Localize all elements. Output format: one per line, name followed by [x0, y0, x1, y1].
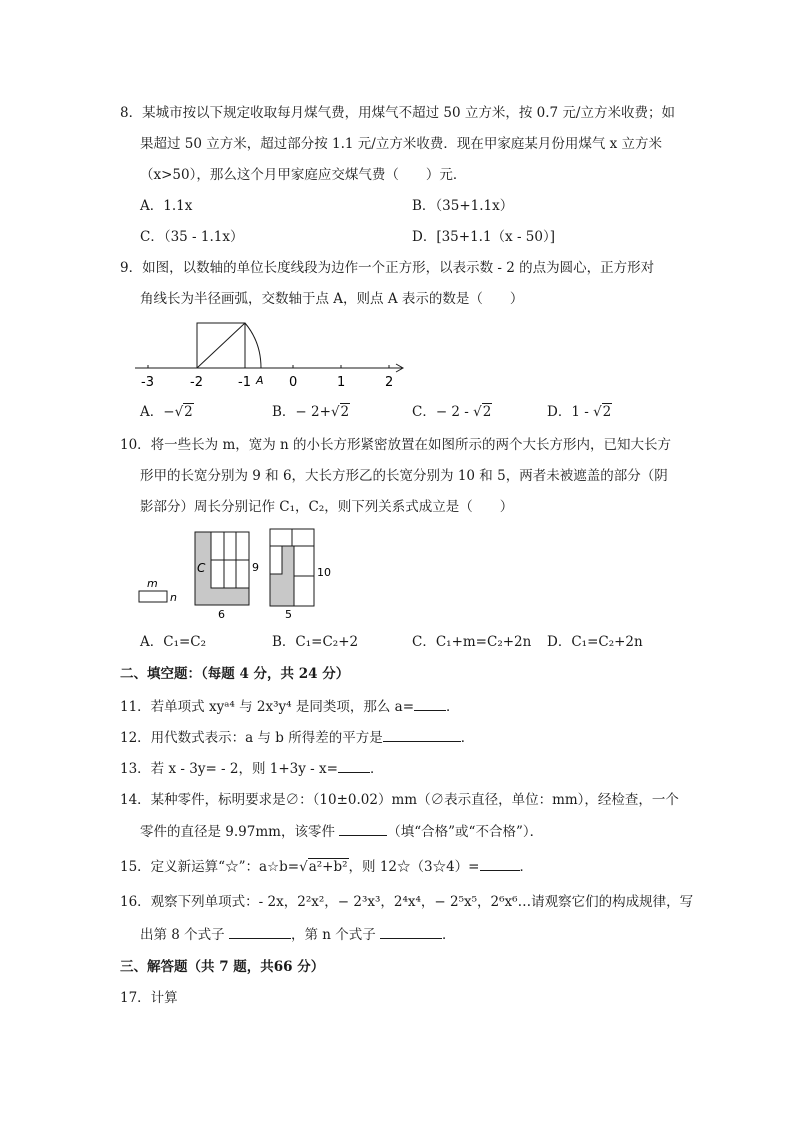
- q15-end: ．: [519, 859, 533, 875]
- q11-end: ．: [446, 699, 460, 715]
- answer-blank[interactable]: [229, 925, 291, 939]
- tick-label-neg1: -1: [238, 375, 251, 390]
- q13-text: 13．若 x - 3y= - 2，则 1+3y - x=: [120, 761, 338, 777]
- q9-option-d: [547, 403, 612, 421]
- tick-label-0: 0: [289, 375, 298, 390]
- q9-option-b-text: B．− 2+: [272, 404, 331, 420]
- q10-line1: 10．将一些长为 m，宽为 n 的小长方形紧密放置在如图所示的两个大长方形内，已知大长方: [120, 437, 672, 453]
- q9-option-c: [412, 403, 492, 421]
- small-rect-label-n: n: [170, 591, 177, 604]
- sqrt-symbol: √2: [330, 404, 350, 420]
- section-2-heading: 二、填空题：（每题 4 分，共 24 分）: [120, 666, 350, 682]
- q9-line1: 9．如图，以数轴的单位长度线段为边作一个正方形，以表示数 - 2 的点为圆心，正方形对: [120, 260, 655, 276]
- answer-blank[interactable]: [383, 728, 461, 742]
- q11: [120, 697, 460, 716]
- q16-line1: 16．观察下列单项式：- 2x，2²x²，− 2³x³，2⁴x⁴，− 2⁵x⁵，2⁶x⁶…请观察它们的构成规律，写: [120, 894, 694, 910]
- jia-length-label: 9: [252, 561, 259, 574]
- q15-text-mid: ，则 12☆（3☆4）=: [348, 859, 480, 875]
- q11-text: 11．若单项式 xyᵃ⁴ 与 2x³y⁴ 是同类项，那么 a=: [120, 699, 415, 715]
- small-rectangle: [139, 591, 167, 602]
- radicand: 2: [340, 404, 350, 420]
- yi-length-label: 10: [317, 566, 331, 579]
- tick-label-neg3: -3: [141, 375, 154, 390]
- q16-text: 出第 8 个式子: [140, 927, 229, 943]
- q9-option-a-text: A．−: [140, 404, 175, 420]
- jia-label-c: C: [197, 561, 206, 575]
- tick-label-2: 2: [385, 375, 394, 390]
- yi-width-label: 5: [285, 608, 292, 621]
- q16-text-mid: ，第 n 个式子: [290, 927, 381, 943]
- point-a-label: A: [256, 374, 264, 387]
- sqrt-symbol: √2: [593, 404, 612, 420]
- q14-line2: [140, 822, 543, 841]
- q8-line2: 果超过 50 立方米，超过部分按 1.1 元/立方米收费．现在甲家庭某月份用煤气 x 立方米: [140, 136, 663, 152]
- q16-line2: [140, 925, 456, 944]
- q8-line1: 8．某城市按以下规定收取每月煤气费，用煤气不超过 50 立方米，按 0.7 元/立方米收费；如: [120, 105, 675, 121]
- q10-option-d: D．C₁=C₂+2n: [547, 634, 643, 650]
- q8-line3: （x>50），那么这个月甲家庭应交煤气费（ ）元．: [140, 167, 467, 183]
- q8-option-a: A．1.1x: [140, 198, 193, 214]
- q17: 17．计算: [120, 990, 178, 1006]
- q10-option-c: C．C₁+m=C₂+2n: [412, 634, 532, 650]
- q9-option-c-text: C．− 2 -: [412, 404, 474, 420]
- q9-option-b: [272, 403, 350, 421]
- q10-line2: 形甲的长宽分别为 9 和 6，大长方形乙的长宽分别为 10 和 5，两者未被遮盖的部分（阴: [140, 468, 668, 484]
- answer-blank[interactable]: [380, 925, 442, 939]
- answer-blank[interactable]: [338, 759, 370, 773]
- jia-width-label: 6: [218, 608, 225, 621]
- tick-label-neg2: -2: [190, 375, 203, 390]
- small-rect-label-m: m: [147, 577, 158, 590]
- sqrt-symbol: √2: [473, 404, 492, 420]
- answer-blank[interactable]: [480, 857, 520, 871]
- q15-text: 15．定义新运算“☆”：a☆b=: [120, 859, 300, 875]
- rectangles-figure: [130, 524, 350, 624]
- tick-label-1: 1: [337, 375, 346, 390]
- section-3-heading: 三、解答题（共 7 题，共66 分）: [120, 959, 325, 975]
- q10-option-b: B．C₁=C₂+2: [272, 634, 359, 650]
- q14-end: （填“合格”或“不合格”）．: [387, 824, 544, 840]
- q8-option-d: D．[35+1.1（x - 50）]: [412, 229, 556, 245]
- q9-option-d-text: D．1 -: [547, 404, 594, 420]
- sqrt-symbol: √a²+b²: [299, 859, 348, 875]
- answer-blank[interactable]: [339, 822, 387, 836]
- radicand: 2: [184, 404, 193, 420]
- answer-blank[interactable]: [414, 697, 446, 711]
- q13: [120, 759, 383, 778]
- number-line-figure: [130, 318, 410, 390]
- q13-end: ．: [369, 761, 384, 777]
- q14-text: 零件的直径是 9.97mm，该零件: [140, 824, 340, 840]
- q12-text: 12．用代数式表示：a 与 b 所得差的平方是: [120, 730, 383, 746]
- q9-line2: 角线长为半径画弧，交数轴于点 A，则点 A 表示的数是（ ）: [140, 291, 524, 307]
- q16-end: ．: [442, 927, 456, 943]
- q15: [120, 857, 533, 876]
- q9-option-a: [140, 403, 194, 421]
- sqrt-symbol: √2: [174, 404, 193, 420]
- square-diagonal: [197, 323, 245, 368]
- radicand: 2: [602, 404, 612, 420]
- radicand: a²+b²: [308, 859, 348, 875]
- q12: [120, 728, 474, 747]
- q8-option-b: B．（35+1.1x）: [412, 198, 514, 214]
- radius-arc: [245, 323, 261, 368]
- q8-option-c: C．（35 - 1.1x）: [140, 229, 244, 245]
- q10-line3: 影部分）周长分别记作 C₁，C₂，则下列关系式成立是（ ）: [140, 499, 514, 515]
- jia-small-rects: [211, 532, 249, 588]
- q10-option-a: A．C₁=C₂: [140, 634, 207, 650]
- q12-end: ．: [460, 730, 475, 746]
- q14-line1: 14．某种零件，标明要求是∅：（10±0.02）mm（∅表示直径，单位：mm），经检查，一个: [120, 792, 679, 808]
- radicand: 2: [482, 404, 492, 420]
